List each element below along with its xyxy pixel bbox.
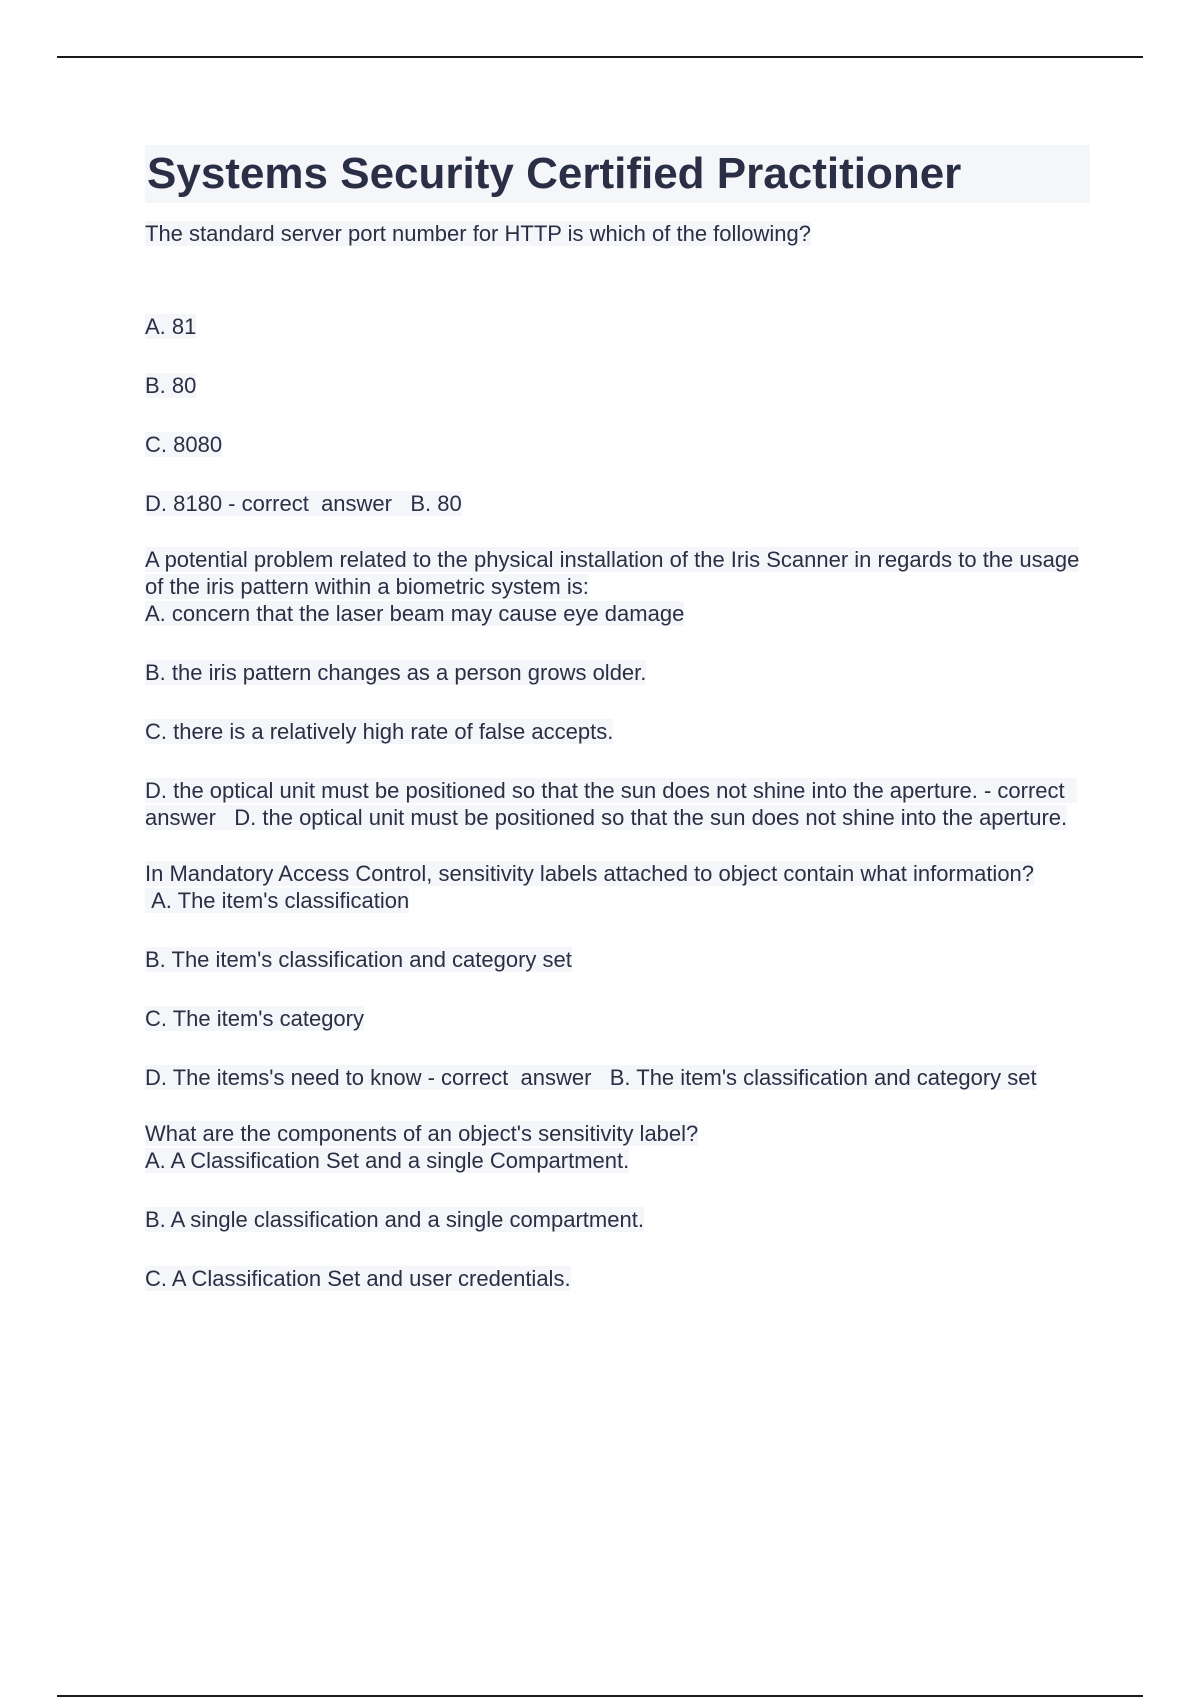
answer-option: C. The item's category — [145, 1006, 364, 1031]
footer-rule — [57, 1695, 1143, 1697]
question-text: What are the components of an object's sensitivity label? — [145, 1121, 699, 1146]
answer-option: B. The item's classification and category set — [145, 947, 572, 972]
question-text: A potential problem related to the physical installation of the Iris Scanner in regards to the usage of the iris pattern within a biometric system is: — [145, 547, 1080, 599]
answer-option-with-correct-answer: D. 8180 - correct answer B. 80 — [145, 491, 462, 516]
answer-option: A. concern that the laser beam may cause eye damage — [145, 601, 685, 626]
answer-option-with-correct-answer: D. The items's need to know - correct answer B. The item's classification and category set — [145, 1065, 1037, 1090]
answer-option: A. 81 — [145, 314, 197, 339]
answer-option: A. The item's classification — [145, 888, 410, 913]
question-2 — [145, 546, 1090, 831]
answer-option: B. A single classification and a single compartment. — [145, 1207, 644, 1232]
document-title: Systems Security Certified Practitioner — [145, 145, 1090, 203]
answer-option: C. A Classification Set and user credentials. — [145, 1266, 571, 1291]
answer-option: C. there is a relatively high rate of false accepts. — [145, 719, 614, 744]
answer-option: B. 80 — [145, 373, 197, 398]
answer-option: B. the iris pattern changes as a person grows older. — [145, 660, 647, 685]
question-text: The standard server port number for HTTP is which of the following? — [145, 221, 812, 246]
document-body — [145, 145, 1090, 1292]
answer-option: A. A Classification Set and a single Compartment. — [145, 1148, 630, 1173]
answer-option: C. 8080 — [145, 432, 223, 457]
question-text: In Mandatory Access Control, sensitivity labels attached to object contain what information? — [145, 861, 1035, 886]
question-3 — [145, 860, 1090, 1091]
question-4 — [145, 1120, 1090, 1292]
question-1 — [145, 220, 1090, 517]
header-rule — [57, 56, 1143, 58]
answer-option-with-correct-answer: D. the optical unit must be positioned so that the sun does not shine into the aperture. - correct answer D. the optical unit must be positioned so that the sun does not shine into the aperture. — [145, 778, 1077, 830]
